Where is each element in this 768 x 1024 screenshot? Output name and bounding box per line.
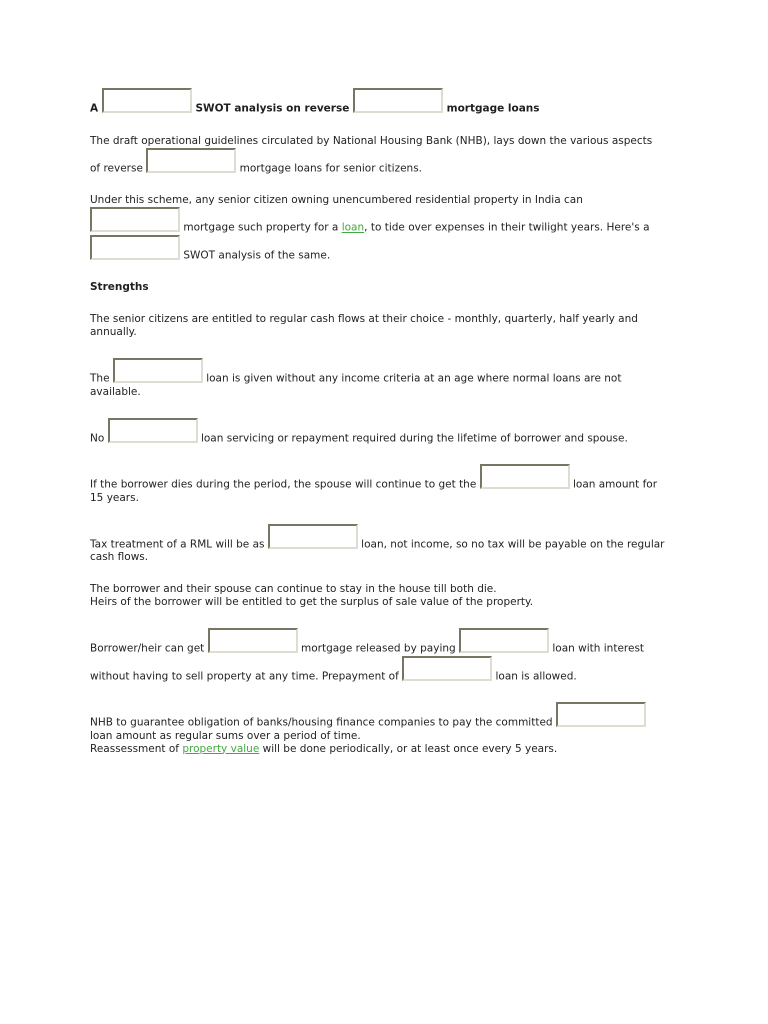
blank-input-5[interactable] (90, 235, 180, 260)
text-run: Tax treatment of a RML will be as (90, 538, 268, 550)
strengths-heading (90, 281, 678, 294)
text-line (90, 628, 678, 656)
text-run: mortgage released by paying (297, 642, 460, 655)
para-stay-house (90, 583, 678, 609)
text-run: available. (90, 385, 141, 398)
text-line (90, 313, 678, 326)
text-run: loan is given without any income criteria at an age where normal loans are not (202, 372, 622, 385)
text-run: loan with interest (549, 642, 645, 655)
text-line (90, 148, 678, 176)
text-line (90, 358, 678, 386)
text-run: annually. (90, 326, 137, 338)
text-run: loan servicing or repayment required during the lifetime of borrower and spouse. (197, 432, 628, 444)
para-no-servicing (90, 418, 678, 446)
text-line (90, 135, 678, 148)
blank-input-10[interactable] (208, 628, 298, 653)
text-line (90, 524, 678, 552)
text-line (90, 551, 678, 564)
text-line (90, 194, 678, 207)
text-line (90, 702, 678, 730)
text-run: Borrower/heir can get (90, 642, 208, 655)
text-line (90, 656, 678, 684)
text-line (90, 326, 678, 339)
para-release (90, 628, 678, 683)
para-scheme (90, 194, 678, 262)
text-run: cash flows. (90, 551, 149, 563)
text-run: 15 years. (90, 491, 139, 504)
para-cash-flows (90, 313, 678, 339)
text-run: Heirs of the borrower will be entitled to get the surplus of sale value of the property. (90, 596, 534, 608)
text-run: A (90, 102, 102, 115)
text-run: If the borrower dies during the period, the spouse will continue to get the (90, 478, 480, 491)
text-line (90, 207, 678, 235)
blank-input-12[interactable] (402, 656, 492, 681)
text-line (90, 386, 678, 399)
text-line (90, 730, 678, 743)
text-line (90, 464, 678, 492)
text-line (90, 596, 678, 609)
text-line (90, 88, 678, 116)
text-run: No (90, 432, 108, 444)
text-run: Under this scheme, any senior citizen owning unencumbered residential property in India can (90, 194, 583, 206)
text-run: The (90, 372, 113, 385)
text-run: will be done periodically, or at least once every 5 years. (259, 742, 558, 755)
property-value-link[interactable]: property value (182, 742, 260, 755)
text-run: The senior citizens are entitled to regular cash flows at their choice - monthly, quarterly, half yearly and (90, 313, 638, 325)
text-run: NHB to guarantee obligation of banks/housing finance companies to pay the committed (90, 716, 556, 729)
text-run: mortgage loans for senior citizens. (236, 162, 423, 174)
para-tax-treatment (90, 524, 678, 565)
text-run: The borrower and their spouse can continue to stay in the house till both die. (90, 583, 497, 595)
para-nhb-guarantee (90, 702, 678, 756)
para-draft-guidelines (90, 135, 678, 176)
text-line (90, 281, 678, 294)
blank-input-8[interactable] (480, 464, 570, 489)
text-run: loan, not income, so no tax will be payable on the regular (357, 538, 665, 550)
text-run: loan amount for (569, 478, 658, 491)
text-run: Strengths (90, 281, 149, 293)
text-run: SWOT analysis on reverse (191, 102, 353, 115)
text-run: , to tide over expenses in their twilight years. Here's a (364, 221, 650, 234)
text-line (90, 418, 678, 446)
text-line (90, 743, 678, 756)
blank-input-2[interactable] (353, 88, 443, 113)
text-line (90, 235, 678, 263)
blank-input-13[interactable] (556, 702, 646, 727)
blank-input-1[interactable] (102, 88, 192, 113)
document-title (90, 88, 678, 116)
para-no-income-criteria (90, 358, 678, 399)
text-run: mortgage loans (443, 102, 540, 115)
text-run: loan is allowed. (492, 670, 577, 682)
blank-input-9[interactable] (268, 524, 358, 549)
blank-input-11[interactable] (459, 628, 549, 653)
text-run: mortgage such property for a (180, 221, 342, 234)
blank-input-4[interactable] (90, 207, 180, 232)
blank-input-7[interactable] (108, 418, 198, 443)
text-line (90, 492, 678, 505)
text-run: of reverse (90, 162, 147, 174)
text-run: SWOT analysis of the same. (180, 249, 331, 261)
blank-input-6[interactable] (113, 358, 203, 383)
document-content (90, 88, 678, 756)
text-run: loan amount as regular sums over a period of time. (90, 729, 361, 742)
text-run: The draft operational guidelines circulated by National Housing Bank (NHB), lays down the various aspects (90, 134, 653, 147)
para-spouse-continues (90, 464, 678, 505)
text-line (90, 583, 678, 596)
blank-input-3[interactable] (146, 148, 236, 173)
loan-link[interactable]: loan (341, 221, 365, 234)
text-run: without having to sell property at any time. Prepayment of (90, 670, 403, 682)
text-run: Reassessment of (90, 742, 183, 755)
